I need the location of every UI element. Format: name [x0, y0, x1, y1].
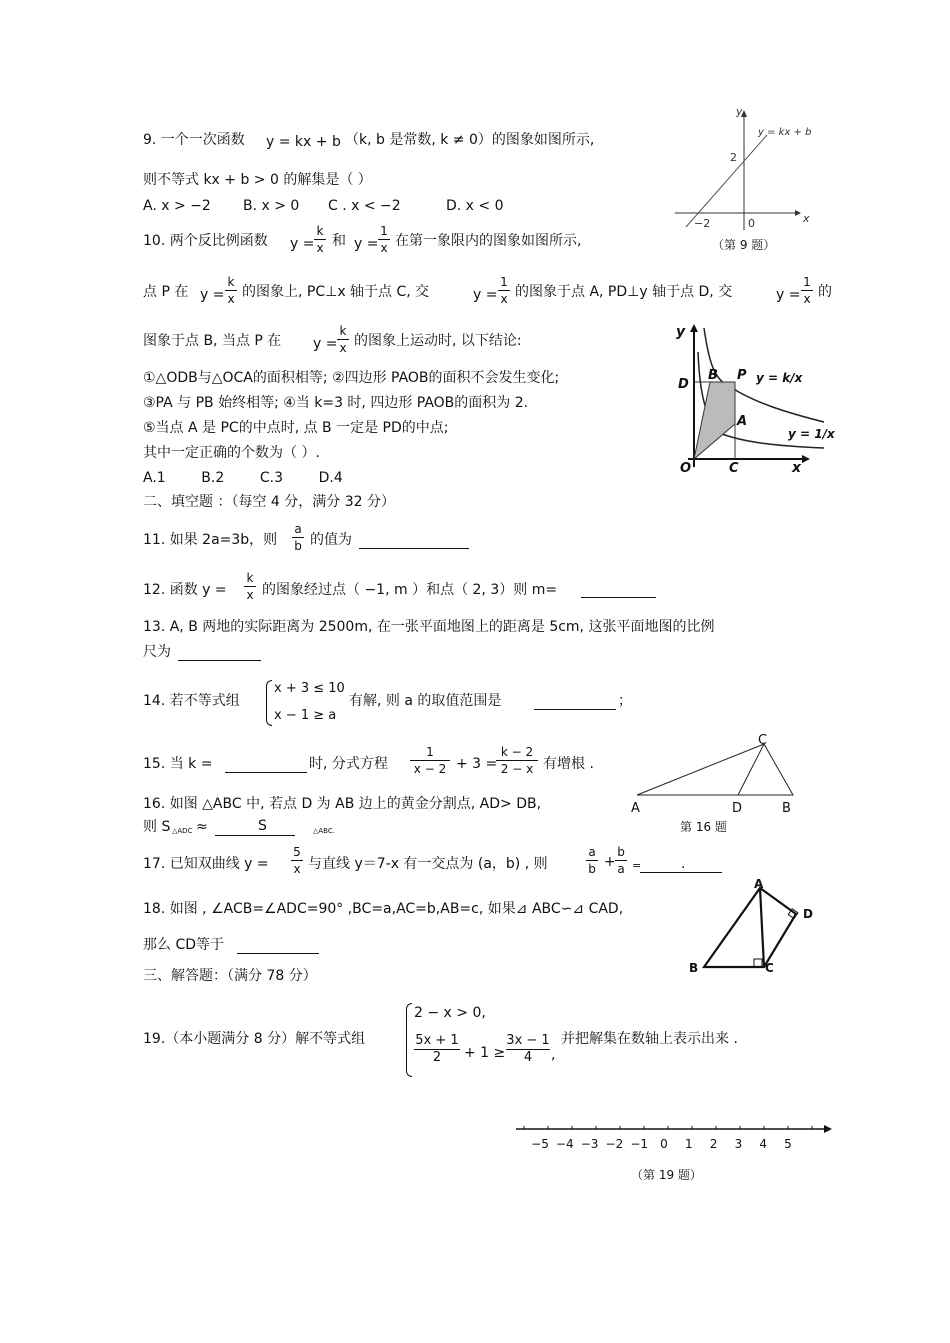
q19-tick-label: −3: [580, 1137, 599, 1151]
section-2-heading: 二、填空题 ：（每空 4 分，满分 32 分）: [143, 494, 395, 510]
q14-brace: [266, 680, 272, 726]
q19-row-2-end: ,: [551, 1047, 556, 1063]
q16-line2-prefix: 则 S: [143, 819, 171, 835]
q17-fraction-b-a: b a: [615, 845, 627, 876]
q9-line1-prefix: 9. 一个一次函数: [143, 132, 245, 148]
q10-line1-prefix: 10. 两个反比例函数: [143, 233, 268, 249]
q18-label-C: C: [765, 961, 774, 975]
q10-line2-frac-1: 1 x: [498, 275, 510, 306]
q18-label-D: D: [803, 907, 813, 921]
q19-suffix: 并把解集在数轴上表示出来 .: [561, 1031, 738, 1047]
q19-tick-label: 3: [734, 1137, 743, 1151]
q13-line1: 13. A, B 两地的实际距离为 2500m, 在一张平面地图上的距离是 5cm, 这张平面地图的比例: [143, 619, 715, 635]
q17-dot: .: [681, 856, 686, 872]
q18-segment-ac: [760, 888, 764, 967]
q16-answer-blank[interactable]: [215, 834, 295, 836]
q14-prefix: 14. 若不等式组: [143, 693, 240, 709]
q10-line2-end: 的: [818, 284, 832, 300]
q10-question: 其中一定正确的个数为（ ）.: [143, 445, 320, 461]
section-3-heading: 三、解答题：（满分 78 分）: [143, 968, 317, 984]
q18-shape: [704, 888, 796, 967]
q9-x-label: x: [803, 212, 810, 225]
q10-statement-5: ⑤当点 A 是 PC的中点时, 点 B 一定是 PD的中点;: [143, 420, 449, 436]
q10-line1-and: 和: [332, 233, 346, 249]
q14-row-1: x + 3 ≤ 10: [274, 681, 345, 696]
q18-right-angle-c: [754, 959, 762, 967]
q12-suffix: 的图象经过点（ −1, m ）和点（ 2, 3）则 m=: [262, 582, 558, 598]
q10-line3-frac-k: k x: [337, 324, 349, 355]
q10-options: A.1 B.2 C.3 D.4: [143, 470, 343, 486]
q19-prefix: 19.（本小题满分 8 分）解不等式组: [143, 1031, 366, 1047]
q10-label-D: D: [678, 377, 689, 392]
q16-figure: [627, 732, 807, 816]
q9-option-a: A. x > −2: [143, 198, 211, 214]
q10-line2-prefix: 点 P 在: [143, 284, 189, 300]
q12-answer-blank[interactable]: [581, 596, 656, 598]
q10-line1-suffix: 在第一象限内的图象如图所示,: [395, 233, 582, 249]
q18-figure: [686, 876, 826, 976]
q10-line2-frac-1b: 1 x: [801, 275, 813, 306]
q10-label-curve-1: y = 1/x: [788, 427, 835, 441]
q18-line2: 那么 CD等于: [143, 937, 225, 953]
q19-tick-label: 4: [759, 1137, 768, 1151]
q18-line1: 18. 如图 , ∠ACB=∠ADC=90° ,BC=a,AC=b,AB=c, 如果⊿ ABC∽⊿ CAD,: [143, 901, 624, 917]
q9-tick-minus2: −2: [694, 217, 711, 230]
q15-plus: + 3 =: [456, 756, 498, 772]
q10-label-A: A: [737, 414, 748, 429]
q17-plus: +: [604, 854, 616, 870]
q9-option-b: B. x > 0: [243, 198, 300, 214]
q9-x-arrow: [795, 210, 801, 216]
q10-figure: [674, 322, 835, 476]
q19-tick-label: 0: [660, 1137, 668, 1151]
q13-answer-blank[interactable]: [178, 659, 261, 661]
q10-eq-1-y: y =: [290, 236, 315, 252]
q14-suffix: 有解, 则 a 的取值范围是: [349, 693, 502, 709]
q10-label-C: C: [729, 461, 739, 476]
q11-answer-blank[interactable]: [359, 547, 469, 549]
q19-row-1: 2 − x > 0,: [414, 1005, 486, 1021]
q10-line2-mid2: 的图象于点 A, PD⊥y 轴于点 D, 交: [515, 284, 733, 300]
q19-tick-label: −5: [531, 1137, 549, 1151]
q16-label-D: D: [732, 801, 743, 816]
q19-tick-label: 2: [709, 1137, 718, 1151]
q9-figure: [670, 105, 830, 235]
q10-line2-y2: y =: [473, 287, 498, 303]
q17-mid: 与直线 y＝7-x 有一交点为 (a，b) , 则: [308, 856, 548, 872]
q9-line-label: y = kx + b: [758, 127, 812, 138]
q16-sub-abc: △ABC.: [313, 827, 335, 835]
q9-line1-suffix: （k, b 是常数, k ≠ 0）的图象如图所示,: [345, 132, 595, 148]
q16-s: S: [258, 818, 267, 834]
q10-line3-prefix: 图象于点 B, 当点 P 在: [143, 333, 282, 349]
q10-label-curve-k: y = k/x: [756, 371, 803, 385]
q17-equals: =: [632, 859, 642, 872]
q9-line2: 则不等式 kx + b > 0 的解集是（ ）: [143, 172, 372, 188]
q16-triangle: [637, 744, 793, 795]
q19-tick-label: 5: [784, 1137, 792, 1151]
q16-label-C: C: [758, 733, 768, 748]
q9-option-c: C . x < −2: [328, 198, 401, 214]
q10-label-O: O: [680, 461, 692, 476]
q16-line1: 16. 如图 △ABC 中, 若点 D 为 AB 边上的黄金分割点, AD> DB,: [143, 796, 542, 812]
q19-fraction-2: 3x − 1 4: [506, 1033, 550, 1065]
q19-tick-label: −1: [630, 1137, 649, 1151]
q9-equation: y = kx + b: [266, 134, 341, 150]
q10-statement-3-4: ③PA 与 PB 始终相等; ④当 k=3 时, 四边形 PAOB的面积为 2.: [143, 395, 529, 411]
q11-prefix: 11. 如果 2a=3b，则: [143, 532, 278, 548]
q10-line3-y: y =: [313, 336, 338, 352]
q10-line2-y3: y =: [776, 287, 801, 303]
q10-y-arrow: [690, 324, 698, 332]
q14-answer-blank[interactable]: [534, 708, 616, 710]
q16-label-A: A: [631, 801, 640, 816]
q15-answer-blank[interactable]: [225, 771, 307, 773]
q15-mid: 时, 分式方程: [309, 756, 388, 772]
q15-fraction-2: k − 2 2 − x: [496, 745, 538, 776]
q18-answer-blank[interactable]: [237, 952, 319, 954]
q10-x-arrow: [802, 455, 810, 463]
q10-frac-1-over-x: 1 x: [378, 224, 390, 255]
q16-caption: 第 16 题: [680, 820, 727, 834]
q15-prefix: 15. 当 k =: [143, 756, 213, 772]
q10-label-y: y: [676, 324, 686, 340]
q16-segment-cd: [738, 744, 764, 795]
q19-axis-arrow: [824, 1125, 832, 1133]
q19-fraction-1: 5x + 1 2: [415, 1033, 459, 1065]
q9-option-d: D. x < 0: [446, 198, 504, 214]
q10-shaded-region: [694, 382, 735, 459]
q9-y-label: y: [736, 105, 743, 118]
q16-approx: ≈: [196, 819, 208, 835]
q17-prefix: 17. 已知双曲线 y =: [143, 856, 269, 872]
q9-tick-2: 2: [730, 151, 737, 164]
q14-row-2: x − 1 ≥ a: [274, 708, 337, 723]
q16-sub-adc: △ADC: [172, 827, 193, 835]
q18-label-A: A: [754, 877, 764, 891]
q17-fraction-5x: 5 x: [291, 845, 303, 876]
q18-label-B: B: [689, 961, 699, 975]
q19-caption: （第 19 题）: [631, 1168, 702, 1182]
q14-end: ；: [618, 693, 632, 709]
q19-tick-label: 1: [684, 1137, 693, 1151]
q17-fraction-a-b: a b: [586, 845, 598, 876]
q10-line2-y: y =: [200, 287, 225, 303]
q9-origin: 0: [748, 217, 755, 230]
q10-label-x: x: [792, 460, 802, 476]
q15-fraction-1: 1 x − 2: [410, 745, 450, 776]
q10-statement-1-2: ①△ODB与△OCA的面积相等; ②四边形 PAOB的面积不会发生变化;: [143, 370, 560, 386]
q9-caption: （第 9 题）: [712, 238, 776, 252]
q11-fraction: a b: [292, 522, 304, 553]
q16-label-B: B: [782, 801, 791, 816]
q19-tick-label: −4: [555, 1137, 574, 1151]
q19-number-line: [512, 1120, 842, 1160]
q19-brace: [406, 1003, 412, 1077]
q12-prefix: 12. 函数 y =: [143, 582, 227, 598]
q10-frac-k-over-x: k x: [314, 224, 326, 255]
q11-suffix: 的值为: [310, 532, 352, 548]
q10-eq-2-y: y =: [354, 236, 379, 252]
q19-tick-label: −2: [605, 1137, 624, 1151]
q19-row-2-mid: + 1 ≥: [464, 1045, 506, 1061]
q10-label-B: B: [708, 368, 718, 383]
q10-label-P: P: [737, 368, 747, 383]
q10-line2-mid: 的图象上, PC⊥x 轴于点 C, 交: [242, 284, 430, 300]
q10-line3-suffix: 的图象上运动时, 以下结论:: [354, 333, 522, 349]
q12-fraction: k x: [244, 571, 256, 602]
q10-line2-frac-k: k x: [225, 275, 237, 306]
q13-line2: 尺为: [143, 644, 171, 660]
q15-suffix: 有增根 .: [543, 756, 594, 772]
